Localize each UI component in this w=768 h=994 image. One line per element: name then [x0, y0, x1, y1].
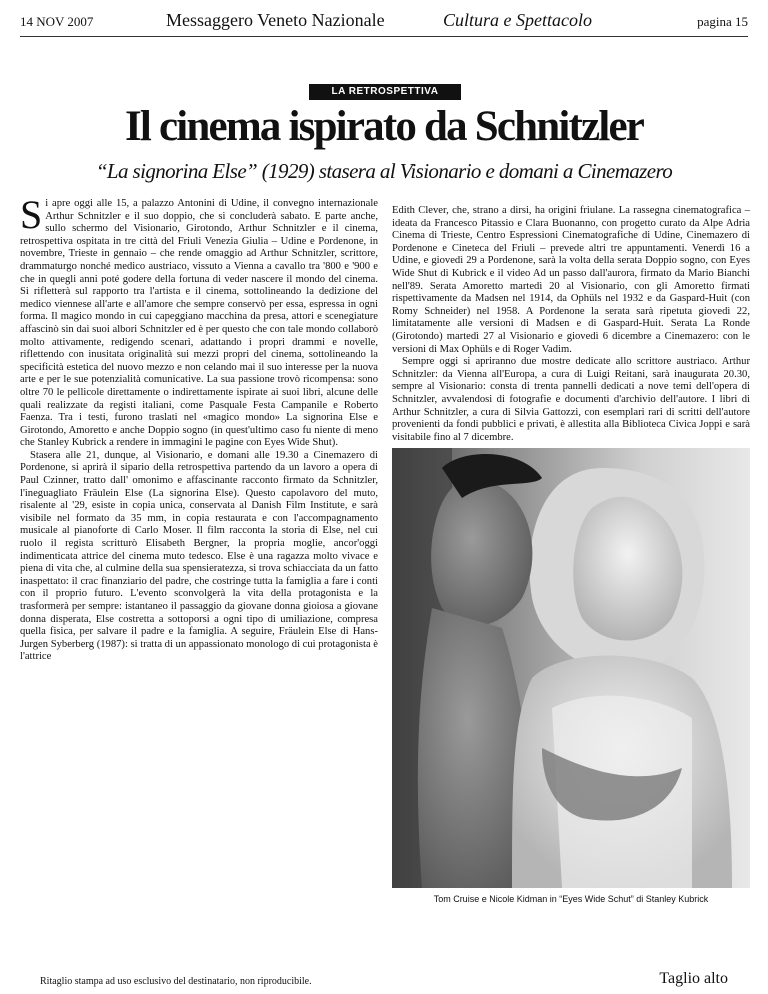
page-header: [20, 8, 748, 34]
paragraph: Sempre oggi si apriranno due mostre dedicate allo scrittore austriaco. Arthur Schnitzler: da Vienna all'Europa, a cura di Luigi Reitani, sarà inaugurata 20.30, sempre al Visionario: consta di trenta pannelli dedicati a nove temi dell'opera di Schnitzler, avvalendosi di fotografie e documenti d'archivio dell'autore. I libri di Arthur Schnitzler, a cura di Silvia Gattozzi, con esemplari rari di scritti dell'autore provenienti da fondi pubblici e privati, è allestita alla Biblioteca Civica Joppi e sarà visitabile fino al 7 dicembre.: [392, 356, 750, 443]
footer-cut-label: Taglio alto: [659, 970, 728, 987]
section-name: Cultura e Spettacolo: [443, 10, 592, 30]
film-still-photo: [392, 448, 750, 888]
header-rule: [20, 36, 748, 37]
paragraph: i apre oggi alle 15, a palazzo Antonini di Udine, il convegno internazionale Arthur Schnitzler e il suo doppio, che si concluderà sabato. E parte anche, sullo schermo del Visionario, Girotondo, Arthur Schnitzler e il cinema, retrospettiva ospitata in tre città del Friuli Venezia Giulia – Udine e Pordenone, in novembre, Trieste in gennaio – che rende omaggio ad Arthur Schnitzler, scrittore, drammaturgo nonché medico austriaco, vissuto a Vienna a cavallo tra '800 e '900 e che in quegli anni poté godere della fortuna di veder nascere il mondo del cinema. Si rifletterà sul rapporto tra l'artista e il cinema, sottolineando la dedizione del medico viennese all'arte e all'amore che sempre conservò per essa, espressa in ogni forma. Il magico mondo in cui capeggiano macchina da presa, attori e scenegiature affascinò sin dai suoi albori Schnitzler ed è per questo che con tale mondo collaborò molto attivamente, redigendo scenari, adattando i propri drammi e novelle, riflettendo con inusitata originalità sui mezzi propri del cinema, sottolineando la specificità estetica del nuovo mezzo e non celando mai il suo interesse per la nuova arte e per le sue potenzialità comunicative. La sua passione trovò ricompensa: sono oltre 70 le pellicole direttamente o indirettamente ispirate ai suoi libri, alcune delle quali realizzate da registi italiani, come Pasquale Festa Campanile e Roberto Faenza. Tra i testi, furono traslati nel «magico mondo» La signorina Else e Girotondo, Amoretto e anche Doppio sogno (in quest'ultimo caso fu niente di meno che Stanley Kubrick a rendere in immagini le pagine con Eyes Wide Shut).: [20, 198, 378, 449]
publication-name: Messaggero Veneto Nazionale: [166, 10, 385, 30]
issue-date: 14 NOV 2007: [20, 14, 94, 29]
paragraph: Stasera alle 21, dunque, al Visionario, e domani alle 19.30 a Cinemazero di Pordenone, si aprirà il sipario della retrospettiva partendo da un lavoro a opera di Paul Czinner, tratto dall' omonimo e affascinante racconto firmato da Schnitzler, l'ineguagliato Fräulein Else (La signorina Else). Questo capolavoro del muto, risalente al '29, esiste in copia unica, conservata al Danish Film Institute, e sarà visibile nel formato da 35 mm, in copia restaurata e con l'accompagnamento musicale al pianoforte di Carlo Moser. Il film racconta la storia di Else, nel cui ruolo il regista scritturò Elisabeth Bergner, la propria moglie, ancor'oggi indimenticata attrice del cinema muto tedesco. Else è una ragazza molto vivace e piena di vita che, al culmine della sua spensieratezza, si trova schiacciata da un fatto inaspettato: il crac finanziario del padre, che costringe tutta la famiglia a fare i conti con il proprio futuro. L'evento sconvolgerà la vita della protagonista e la trasformerà per sempre: istantaneo il passaggio da giovane donna gioiosa a giovane donna disperata, Else costretta a sottoporsi a ogni tipo di umiliazione, compresa quella fisica, per salvare il padre e la famiglia. A seguire, Fräulein Else di Hans-Jurgen Syberberg (1987): si tratta di un appassionato monologo di cui protagonista è l'attrice: [20, 449, 378, 663]
kicker-label: LA RETROSPETTIVA: [309, 84, 461, 100]
subheadline: “La signorina Else” (1929) stasera al Visionario e domani a Cinemazero: [95, 159, 673, 183]
paragraph: Edith Clever, che, strano a dirsi, ha origini friulane. La rassegna cinematografica – ideata da Francesco Pitassio e Clara Buonanno, con progetto curato da Alpe Adria Cinema di Trieste, Centro Espressioni Cinematografiche di Udine, Cinemazero di Pordenone e Cineteca del Friuli – prevede altri tre appuntamenti. Venerdì 16 a Udine, e giovedì 29 a Pordenone, sarà la volta della serata Doppio sogno, con Eyes Wide Shut di Kubrick e il video Ad un passo dall'aurora, firmato da Mario Bianchi nell'89. Serata Amoretto martedì 20 al Visionario, con gli Amoretto firmati rispettivamente da Madsen nel 1914, da Ophüls nel 1932 e da Gaspard-Huit (con Romy Schneider) nel 1958. A Pordenone la serata sarà ripetuta giovedì 22, limitatamente alle versioni di Madsen e di Gaspard-Huit. Serata La Ronde (Girotondo) martedì 27 al Visionario e giovedì 6 dicembre a Cinemazero: con le versioni di Max Ophüls e di Roger Vadim.: [392, 205, 750, 355]
photo-caption: Tom Cruise e Nicole Kidman in “Eyes Wide Schut” di Stanley Kubrick: [433, 894, 709, 904]
headline: Il cinema ispirato da Schnitzler: [124, 103, 644, 150]
footer-note: Ritaglio stampa ad uso esclusivo del destinatario, non riproducibile.: [40, 976, 312, 987]
article-column-2: [392, 205, 750, 444]
article-column-1: [20, 192, 378, 664]
drop-cap: S: [20, 192, 43, 237]
page-number: pagina 15: [697, 14, 748, 29]
